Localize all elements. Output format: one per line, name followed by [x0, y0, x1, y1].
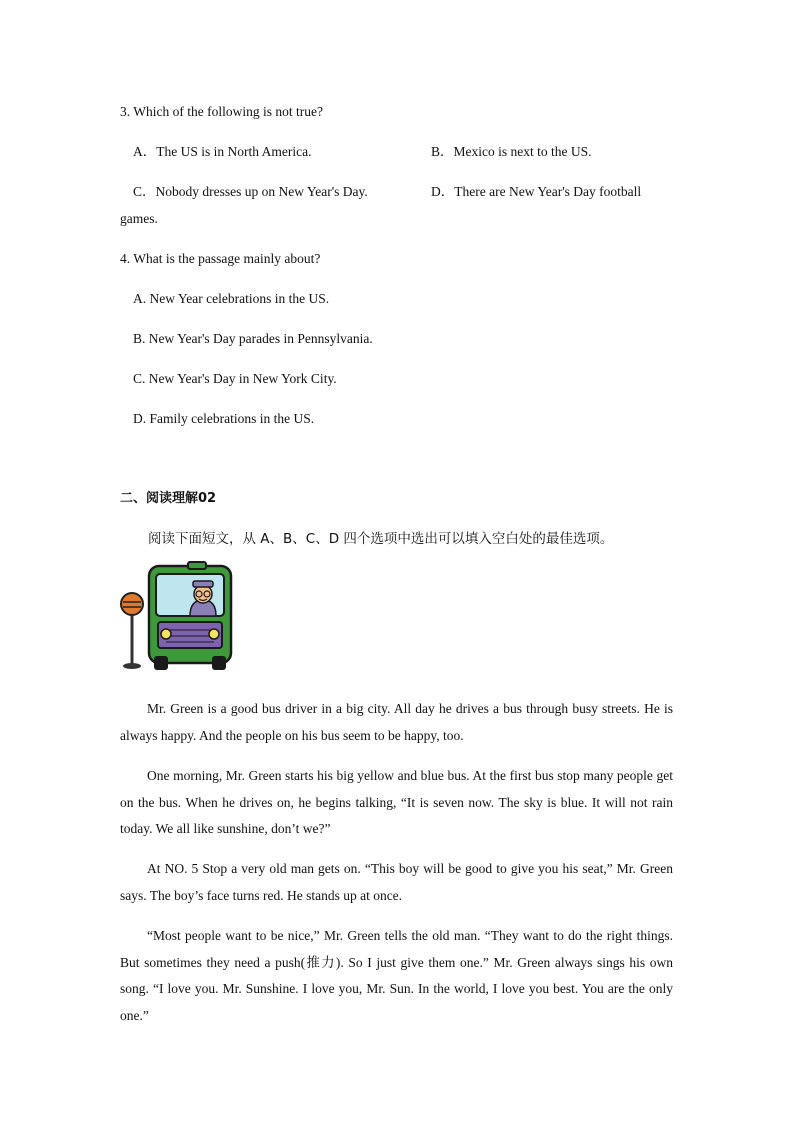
passage-paragraph-2: One morning, Mr. Green starts his big yellow and blue bus. At the first bus stop many people get on the bus. When he drives on, he begins talking, “It is seven now. The sky is blue. It will not rain today. We all like sunshine, don’t we?”: [120, 768, 673, 836]
question-4-option-c: C. New Year's Day in New York City.: [133, 371, 337, 386]
question-4-option-d: D. Family celebrations in the US.: [133, 411, 315, 426]
section-heading: 二、阅读理解02: [120, 491, 217, 506]
passage-paragraph-3: At NO. 5 Stop a very old man gets on. “This boy will be good to give you his seat,” Mr. Green says. The boy’s face turns red. He stands up at once.: [120, 861, 673, 903]
bus-icon: [149, 562, 231, 670]
question-3-option-b: B．Mexico is next to the US.: [431, 144, 592, 159]
question-3-option-c: C．Nobody dresses up on New Year's Day.: [133, 184, 368, 199]
passage-paragraph-1: Mr. Green is a good bus driver in a big city. All day he drives a bus through busy streets. He is always happy. And the people on his bus seem to be happy, too.: [120, 701, 673, 743]
passage-paragraph-4: “Most people want to be nice,” Mr. Green tells the old man. “They want to do the right things. But sometimes they need a push(推力). So I just give them one.” Mr. Green always sings his own song. “I love you. Mr. Sunshine. I love you, Mr. Sun. In the world, I love you best. You are the only one.”: [120, 928, 673, 1023]
bus-stop-sign-icon: [121, 593, 143, 669]
bus-illustration: [118, 560, 238, 675]
question-3-option-d: D．There are New Year's Day football: [431, 184, 642, 199]
question-4-option-a: A. New Year celebrations in the US.: [133, 291, 330, 306]
question-4-option-b: B. New Year's Day parades in Pennsylvania.: [133, 331, 373, 346]
question-3-option-a: A．The US is in North America.: [133, 144, 312, 159]
section-instruction: 阅读下面短文，从 A、B、C、D 四个选项中选出可以填入空白处的最佳选项。: [148, 531, 614, 547]
question-4: 4. What is the passage mainly about?: [120, 251, 321, 266]
question-3-option-d-continued: games.: [120, 211, 158, 226]
question-3: 3. Which of the following is not true?: [120, 104, 323, 119]
